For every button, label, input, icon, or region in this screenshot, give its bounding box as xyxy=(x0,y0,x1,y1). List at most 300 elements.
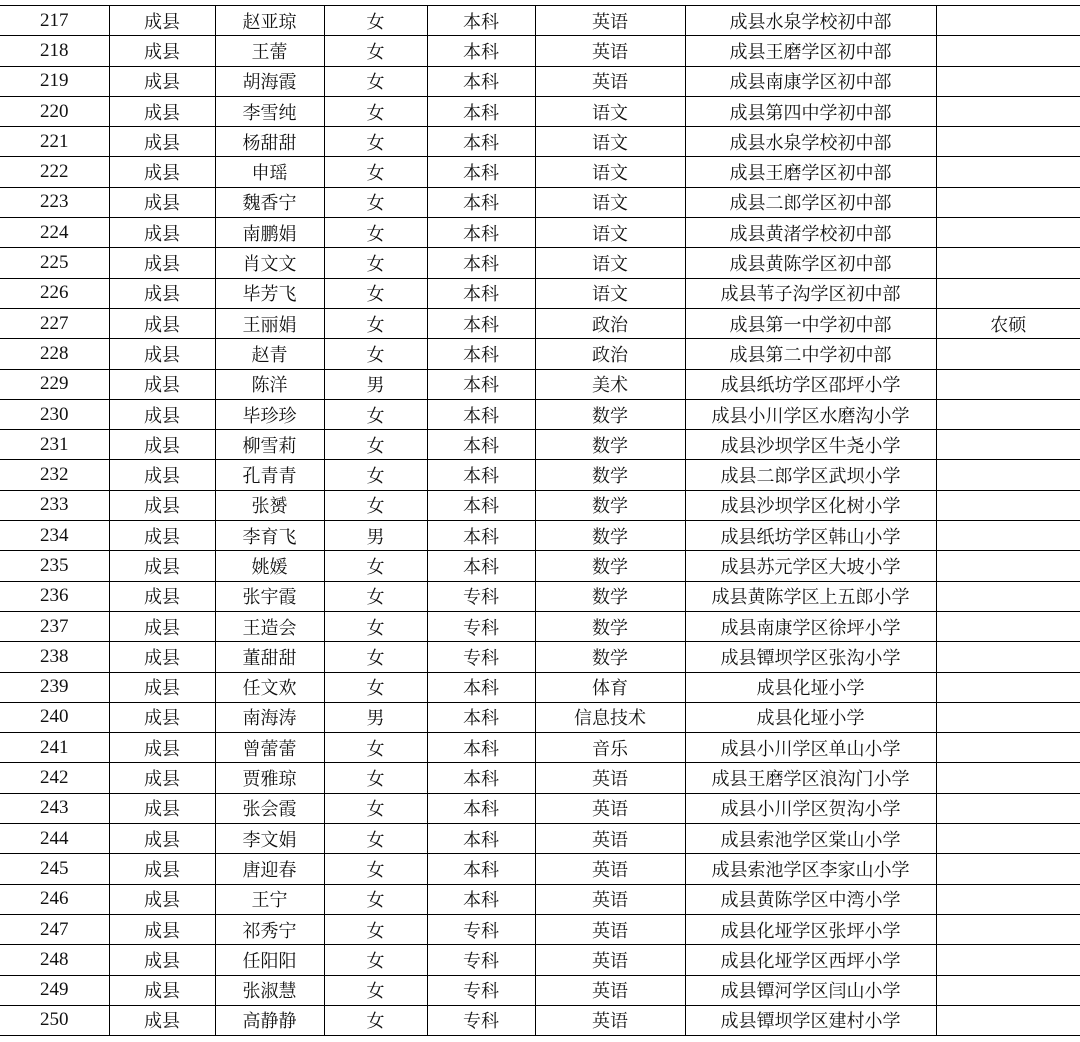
school-cell: 成县王磨学区浪沟门小学 xyxy=(685,763,936,793)
county-cell: 成县 xyxy=(109,702,215,732)
person-name-cell: 张会霞 xyxy=(215,793,324,823)
table-row xyxy=(0,218,1080,248)
note-cell xyxy=(936,127,1080,157)
gender-cell: 女 xyxy=(324,127,427,157)
gender-cell: 女 xyxy=(324,339,427,369)
note-cell xyxy=(936,672,1080,702)
school-cell: 成县王磨学区初中部 xyxy=(685,36,936,66)
subject-cell: 政治 xyxy=(535,339,685,369)
education-cell: 本科 xyxy=(427,884,535,914)
subject-cell: 英语 xyxy=(535,1005,685,1035)
county-cell: 成县 xyxy=(109,278,215,308)
note-cell xyxy=(936,66,1080,96)
school-cell: 成县索池学区棠山小学 xyxy=(685,824,936,854)
table-row xyxy=(0,490,1080,520)
school-cell: 成县黄渚学校初中部 xyxy=(685,218,936,248)
person-name-cell: 贾雅琼 xyxy=(215,763,324,793)
note-cell xyxy=(936,157,1080,187)
note-cell xyxy=(936,490,1080,520)
education-cell: 本科 xyxy=(427,96,535,126)
education-cell: 专科 xyxy=(427,581,535,611)
gender-cell: 女 xyxy=(324,187,427,217)
county-cell: 成县 xyxy=(109,36,215,66)
county-cell: 成县 xyxy=(109,642,215,672)
row-number-cell: 238 xyxy=(0,642,109,672)
education-cell: 本科 xyxy=(427,127,535,157)
education-cell: 本科 xyxy=(427,218,535,248)
gender-cell: 女 xyxy=(324,6,427,36)
education-cell: 本科 xyxy=(427,521,535,551)
table-row xyxy=(0,157,1080,187)
table-row xyxy=(0,945,1080,975)
person-name-cell: 王造会 xyxy=(215,611,324,641)
county-cell: 成县 xyxy=(109,157,215,187)
school-cell: 成县纸坊学区韩山小学 xyxy=(685,521,936,551)
education-cell: 本科 xyxy=(427,551,535,581)
gender-cell: 女 xyxy=(324,551,427,581)
row-number-cell: 241 xyxy=(0,733,109,763)
person-name-cell: 魏香宁 xyxy=(215,187,324,217)
person-name-cell: 杨甜甜 xyxy=(215,127,324,157)
subject-cell: 英语 xyxy=(535,914,685,944)
table-row xyxy=(0,611,1080,641)
school-cell: 成县化垭小学 xyxy=(685,672,936,702)
school-cell: 成县化垭小学 xyxy=(685,702,936,732)
row-number-cell: 242 xyxy=(0,763,109,793)
note-cell xyxy=(936,854,1080,884)
note-cell xyxy=(936,733,1080,763)
gender-cell: 女 xyxy=(324,66,427,96)
county-cell: 成县 xyxy=(109,521,215,551)
gender-cell: 女 xyxy=(324,36,427,66)
note-cell xyxy=(936,369,1080,399)
education-cell: 专科 xyxy=(427,945,535,975)
subject-cell: 数学 xyxy=(535,551,685,581)
row-number-cell: 246 xyxy=(0,884,109,914)
person-name-cell: 南海涛 xyxy=(215,702,324,732)
education-cell: 本科 xyxy=(427,460,535,490)
subject-cell: 政治 xyxy=(535,308,685,338)
note-cell xyxy=(936,793,1080,823)
school-cell: 成县沙坝学区化树小学 xyxy=(685,490,936,520)
note-cell: 农硕 xyxy=(936,308,1080,338)
person-name-cell: 李育飞 xyxy=(215,521,324,551)
table-row xyxy=(0,642,1080,672)
note-cell xyxy=(936,278,1080,308)
row-number-cell: 222 xyxy=(0,157,109,187)
row-number-cell: 226 xyxy=(0,278,109,308)
county-cell: 成县 xyxy=(109,339,215,369)
school-cell: 成县黄陈学区初中部 xyxy=(685,248,936,278)
row-number-cell: 217 xyxy=(0,6,109,36)
education-cell: 本科 xyxy=(427,490,535,520)
gender-cell: 女 xyxy=(324,914,427,944)
person-name-cell: 任文欢 xyxy=(215,672,324,702)
subject-cell: 数学 xyxy=(535,460,685,490)
school-cell: 成县南康学区初中部 xyxy=(685,66,936,96)
gender-cell: 女 xyxy=(324,308,427,338)
note-cell xyxy=(936,1005,1080,1035)
county-cell: 成县 xyxy=(109,460,215,490)
gender-cell: 女 xyxy=(324,490,427,520)
county-cell: 成县 xyxy=(109,6,215,36)
table-row xyxy=(0,36,1080,66)
school-cell: 成县沙坝学区牛尧小学 xyxy=(685,430,936,460)
gender-cell: 女 xyxy=(324,733,427,763)
person-name-cell: 赵亚琼 xyxy=(215,6,324,36)
education-cell: 本科 xyxy=(427,308,535,338)
table-row xyxy=(0,914,1080,944)
note-cell xyxy=(936,187,1080,217)
note-cell xyxy=(936,430,1080,460)
education-cell: 本科 xyxy=(427,733,535,763)
subject-cell: 英语 xyxy=(535,793,685,823)
education-cell: 本科 xyxy=(427,278,535,308)
table-row xyxy=(0,460,1080,490)
subject-cell: 数学 xyxy=(535,490,685,520)
education-cell: 本科 xyxy=(427,824,535,854)
school-cell: 成县小川学区贺沟小学 xyxy=(685,793,936,823)
education-cell: 本科 xyxy=(427,66,535,96)
education-cell: 本科 xyxy=(427,854,535,884)
education-cell: 本科 xyxy=(427,6,535,36)
school-cell: 成县苇子沟学区初中部 xyxy=(685,278,936,308)
school-cell: 成县第四中学初中部 xyxy=(685,96,936,126)
school-cell: 成县镡坝学区建村小学 xyxy=(685,1005,936,1035)
note-cell xyxy=(936,521,1080,551)
education-cell: 专科 xyxy=(427,642,535,672)
gender-cell: 女 xyxy=(324,218,427,248)
person-name-cell: 张宇霞 xyxy=(215,581,324,611)
subject-cell: 体育 xyxy=(535,672,685,702)
row-number-cell: 236 xyxy=(0,581,109,611)
subject-cell: 英语 xyxy=(535,884,685,914)
gender-cell: 女 xyxy=(324,399,427,429)
note-cell xyxy=(936,884,1080,914)
subject-cell: 英语 xyxy=(535,824,685,854)
row-number-cell: 223 xyxy=(0,187,109,217)
person-name-cell: 毕珍珍 xyxy=(215,399,324,429)
row-number-cell: 231 xyxy=(0,430,109,460)
county-cell: 成县 xyxy=(109,914,215,944)
gender-cell: 女 xyxy=(324,884,427,914)
county-cell: 成县 xyxy=(109,127,215,157)
row-number-cell: 220 xyxy=(0,96,109,126)
education-cell: 本科 xyxy=(427,430,535,460)
table-row xyxy=(0,1005,1080,1035)
table-row xyxy=(0,278,1080,308)
table-row xyxy=(0,6,1080,36)
county-cell: 成县 xyxy=(109,884,215,914)
subject-cell: 信息技术 xyxy=(535,702,685,732)
row-number-cell: 233 xyxy=(0,490,109,520)
note-cell xyxy=(936,96,1080,126)
note-cell xyxy=(936,460,1080,490)
subject-cell: 语文 xyxy=(535,157,685,187)
county-cell: 成县 xyxy=(109,96,215,126)
school-cell: 成县纸坊学区邵坪小学 xyxy=(685,369,936,399)
school-cell: 成县化垭学区西坪小学 xyxy=(685,945,936,975)
table-row xyxy=(0,672,1080,702)
row-number-cell: 232 xyxy=(0,460,109,490)
education-cell: 本科 xyxy=(427,36,535,66)
county-cell: 成县 xyxy=(109,551,215,581)
person-name-cell: 陈洋 xyxy=(215,369,324,399)
county-cell: 成县 xyxy=(109,308,215,338)
table-row xyxy=(0,308,1080,338)
county-cell: 成县 xyxy=(109,945,215,975)
gender-cell: 女 xyxy=(324,1005,427,1035)
table-row xyxy=(0,339,1080,369)
gender-cell: 女 xyxy=(324,157,427,187)
teacher-roster-table xyxy=(0,5,1080,1036)
school-cell: 成县镡河学区闫山小学 xyxy=(685,975,936,1005)
row-number-cell: 224 xyxy=(0,218,109,248)
note-cell xyxy=(936,642,1080,672)
school-cell: 成县王磨学区初中部 xyxy=(685,157,936,187)
person-name-cell: 任阳阳 xyxy=(215,945,324,975)
gender-cell: 女 xyxy=(324,945,427,975)
subject-cell: 语文 xyxy=(535,278,685,308)
school-cell: 成县水泉学校初中部 xyxy=(685,6,936,36)
school-cell: 成县小川学区单山小学 xyxy=(685,733,936,763)
person-name-cell: 张赟 xyxy=(215,490,324,520)
note-cell xyxy=(936,914,1080,944)
table-row xyxy=(0,66,1080,96)
person-name-cell: 申瑶 xyxy=(215,157,324,187)
note-cell xyxy=(936,551,1080,581)
county-cell: 成县 xyxy=(109,430,215,460)
subject-cell: 英语 xyxy=(535,36,685,66)
note-cell xyxy=(936,218,1080,248)
row-number-cell: 228 xyxy=(0,339,109,369)
gender-cell: 男 xyxy=(324,369,427,399)
row-number-cell: 227 xyxy=(0,308,109,338)
person-name-cell: 曾蕾蕾 xyxy=(215,733,324,763)
row-number-cell: 230 xyxy=(0,399,109,429)
row-number-cell: 247 xyxy=(0,914,109,944)
subject-cell: 英语 xyxy=(535,6,685,36)
row-number-cell: 245 xyxy=(0,854,109,884)
education-cell: 本科 xyxy=(427,702,535,732)
row-number-cell: 248 xyxy=(0,945,109,975)
note-cell xyxy=(936,6,1080,36)
subject-cell: 语文 xyxy=(535,96,685,126)
table-row xyxy=(0,793,1080,823)
table-row xyxy=(0,884,1080,914)
person-name-cell: 赵青 xyxy=(215,339,324,369)
gender-cell: 女 xyxy=(324,763,427,793)
gender-cell: 女 xyxy=(324,460,427,490)
note-cell xyxy=(936,248,1080,278)
education-cell: 本科 xyxy=(427,763,535,793)
education-cell: 专科 xyxy=(427,975,535,1005)
person-name-cell: 李文娟 xyxy=(215,824,324,854)
subject-cell: 英语 xyxy=(535,66,685,96)
row-number-cell: 218 xyxy=(0,36,109,66)
table-row xyxy=(0,430,1080,460)
subject-cell: 数学 xyxy=(535,611,685,641)
note-cell xyxy=(936,824,1080,854)
person-name-cell: 胡海霞 xyxy=(215,66,324,96)
person-name-cell: 王蕾 xyxy=(215,36,324,66)
person-name-cell: 柳雪莉 xyxy=(215,430,324,460)
note-cell xyxy=(936,339,1080,369)
county-cell: 成县 xyxy=(109,672,215,702)
table-row xyxy=(0,824,1080,854)
education-cell: 本科 xyxy=(427,793,535,823)
row-number-cell: 250 xyxy=(0,1005,109,1035)
school-cell: 成县苏元学区大坡小学 xyxy=(685,551,936,581)
row-number-cell: 234 xyxy=(0,521,109,551)
county-cell: 成县 xyxy=(109,248,215,278)
table-row xyxy=(0,369,1080,399)
person-name-cell: 肖文文 xyxy=(215,248,324,278)
subject-cell: 语文 xyxy=(535,248,685,278)
subject-cell: 数学 xyxy=(535,521,685,551)
education-cell: 专科 xyxy=(427,1005,535,1035)
county-cell: 成县 xyxy=(109,763,215,793)
table-row xyxy=(0,521,1080,551)
person-name-cell: 孔青青 xyxy=(215,460,324,490)
subject-cell: 语文 xyxy=(535,218,685,248)
row-number-cell: 249 xyxy=(0,975,109,1005)
table-row xyxy=(0,581,1080,611)
note-cell xyxy=(936,611,1080,641)
school-cell: 成县索池学区李家山小学 xyxy=(685,854,936,884)
school-cell: 成县第一中学初中部 xyxy=(685,308,936,338)
gender-cell: 女 xyxy=(324,793,427,823)
education-cell: 本科 xyxy=(427,339,535,369)
county-cell: 成县 xyxy=(109,369,215,399)
person-name-cell: 毕芳飞 xyxy=(215,278,324,308)
person-name-cell: 王丽娟 xyxy=(215,308,324,338)
education-cell: 本科 xyxy=(427,399,535,429)
gender-cell: 女 xyxy=(324,672,427,702)
person-name-cell: 张淑慧 xyxy=(215,975,324,1005)
person-name-cell: 唐迎春 xyxy=(215,854,324,884)
education-cell: 专科 xyxy=(427,611,535,641)
row-number-cell: 244 xyxy=(0,824,109,854)
table-row xyxy=(0,127,1080,157)
school-cell: 成县南康学区徐坪小学 xyxy=(685,611,936,641)
note-cell xyxy=(936,975,1080,1005)
county-cell: 成县 xyxy=(109,611,215,641)
gender-cell: 女 xyxy=(324,611,427,641)
note-cell xyxy=(936,36,1080,66)
county-cell: 成县 xyxy=(109,218,215,248)
education-cell: 本科 xyxy=(427,187,535,217)
county-cell: 成县 xyxy=(109,66,215,96)
table-row xyxy=(0,854,1080,884)
county-cell: 成县 xyxy=(109,399,215,429)
row-number-cell: 240 xyxy=(0,702,109,732)
person-name-cell: 王宁 xyxy=(215,884,324,914)
gender-cell: 女 xyxy=(324,854,427,884)
row-number-cell: 229 xyxy=(0,369,109,399)
school-cell: 成县二郎学区武坝小学 xyxy=(685,460,936,490)
person-name-cell: 姚媛 xyxy=(215,551,324,581)
table-row xyxy=(0,702,1080,732)
table-row xyxy=(0,733,1080,763)
person-name-cell: 南鹏娟 xyxy=(215,218,324,248)
subject-cell: 语文 xyxy=(535,187,685,217)
gender-cell: 女 xyxy=(324,642,427,672)
education-cell: 专科 xyxy=(427,914,535,944)
education-cell: 本科 xyxy=(427,672,535,702)
gender-cell: 女 xyxy=(324,581,427,611)
gender-cell: 女 xyxy=(324,824,427,854)
row-number-cell: 225 xyxy=(0,248,109,278)
school-cell: 成县黄陈学区上五郎小学 xyxy=(685,581,936,611)
person-name-cell: 李雪纯 xyxy=(215,96,324,126)
subject-cell: 数学 xyxy=(535,642,685,672)
county-cell: 成县 xyxy=(109,490,215,520)
school-cell: 成县水泉学校初中部 xyxy=(685,127,936,157)
gender-cell: 女 xyxy=(324,248,427,278)
county-cell: 成县 xyxy=(109,854,215,884)
subject-cell: 数学 xyxy=(535,399,685,429)
row-number-cell: 235 xyxy=(0,551,109,581)
subject-cell: 英语 xyxy=(535,975,685,1005)
person-name-cell: 董甜甜 xyxy=(215,642,324,672)
row-number-cell: 221 xyxy=(0,127,109,157)
school-cell: 成县第二中学初中部 xyxy=(685,339,936,369)
gender-cell: 女 xyxy=(324,96,427,126)
note-cell xyxy=(936,763,1080,793)
school-cell: 成县黄陈学区中湾小学 xyxy=(685,884,936,914)
note-cell xyxy=(936,399,1080,429)
gender-cell: 男 xyxy=(324,521,427,551)
county-cell: 成县 xyxy=(109,793,215,823)
school-cell: 成县二郎学区初中部 xyxy=(685,187,936,217)
table-row xyxy=(0,248,1080,278)
table-row xyxy=(0,399,1080,429)
county-cell: 成县 xyxy=(109,581,215,611)
school-cell: 成县小川学区水磨沟小学 xyxy=(685,399,936,429)
row-number-cell: 237 xyxy=(0,611,109,641)
subject-cell: 语文 xyxy=(535,127,685,157)
subject-cell: 美术 xyxy=(535,369,685,399)
subject-cell: 数学 xyxy=(535,430,685,460)
education-cell: 本科 xyxy=(427,369,535,399)
note-cell xyxy=(936,702,1080,732)
table-row xyxy=(0,975,1080,1005)
subject-cell: 英语 xyxy=(535,945,685,975)
gender-cell: 男 xyxy=(324,702,427,732)
table-row xyxy=(0,763,1080,793)
county-cell: 成县 xyxy=(109,733,215,763)
person-name-cell: 祁秀宁 xyxy=(215,914,324,944)
table-row xyxy=(0,187,1080,217)
person-name-cell: 高静静 xyxy=(215,1005,324,1035)
row-number-cell: 239 xyxy=(0,672,109,702)
roster-body xyxy=(0,6,1080,1036)
gender-cell: 女 xyxy=(324,975,427,1005)
county-cell: 成县 xyxy=(109,824,215,854)
subject-cell: 数学 xyxy=(535,581,685,611)
school-cell: 成县化垭学区张坪小学 xyxy=(685,914,936,944)
subject-cell: 英语 xyxy=(535,854,685,884)
roster-table-container xyxy=(0,5,1080,1036)
row-number-cell: 243 xyxy=(0,793,109,823)
gender-cell: 女 xyxy=(324,430,427,460)
table-row xyxy=(0,551,1080,581)
table-row xyxy=(0,96,1080,126)
county-cell: 成县 xyxy=(109,187,215,217)
school-cell: 成县镡坝学区张沟小学 xyxy=(685,642,936,672)
education-cell: 本科 xyxy=(427,248,535,278)
